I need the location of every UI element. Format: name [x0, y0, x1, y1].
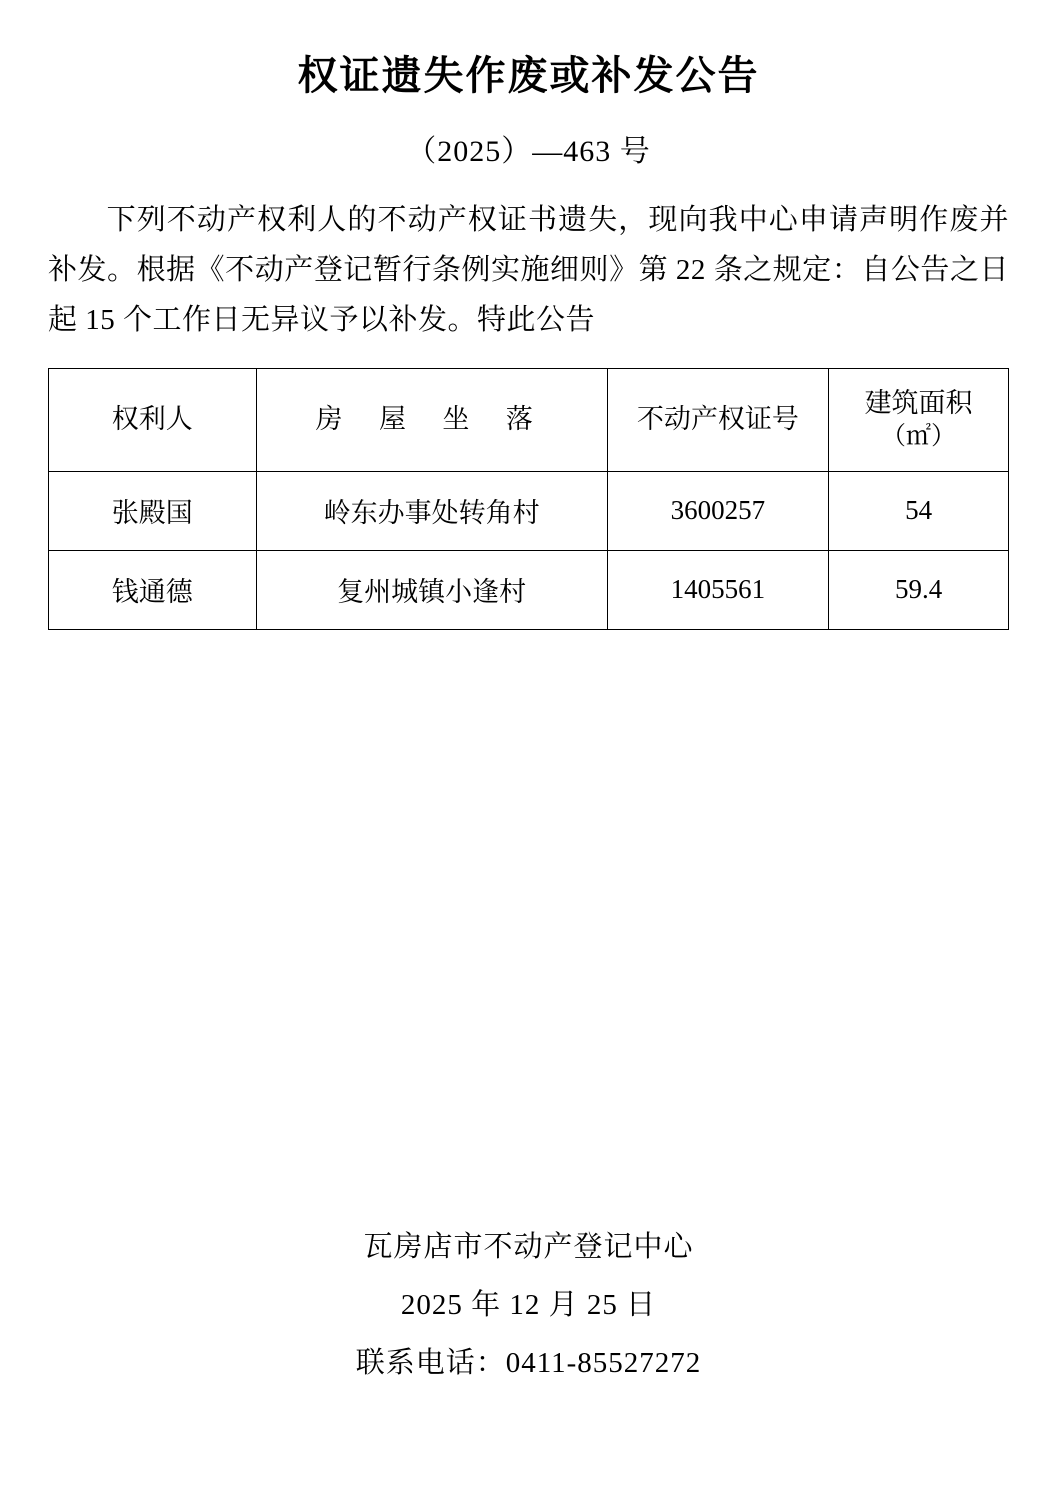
column-header-area	[829, 368, 1009, 471]
document-number: （2025）—463 号	[406, 135, 651, 168]
column-header-owner: 权利人	[49, 368, 257, 471]
column-header-area-unit: （㎡）	[881, 422, 957, 450]
column-header-cert-no: 不动产权证号	[607, 368, 828, 471]
contact-phone: 联系电话：0411-85527272	[355, 1347, 702, 1379]
document-footer	[48, 1218, 1009, 1392]
cell-cert-no: 1405561	[607, 550, 828, 629]
cell-cert-no: 3600257	[607, 471, 828, 550]
cell-location: 岭东办事处转角村	[256, 471, 607, 550]
cell-area: 54	[829, 471, 1009, 550]
notice-paragraph	[48, 196, 1009, 346]
cell-owner: 张殿国	[49, 471, 257, 550]
page-title: 权证遗失作废或补发公告	[297, 53, 760, 98]
table-row	[49, 550, 1009, 629]
property-table	[48, 368, 1009, 630]
document-page	[0, 52, 1057, 1500]
table-row	[49, 471, 1009, 550]
table-body	[49, 471, 1009, 629]
issuing-organization: 瓦房店市不动产登记中心	[363, 1231, 694, 1263]
table-header	[49, 368, 1009, 471]
cell-location: 复州城镇小逢村	[256, 550, 607, 629]
issue-date: 2025 年 12 月 25 日	[400, 1289, 657, 1321]
cell-owner: 钱通德	[49, 550, 257, 629]
column-header-area-label: 建筑面积	[864, 388, 973, 419]
column-header-location: 房 屋 坐 落	[256, 368, 607, 471]
table-header-row	[49, 368, 1009, 471]
cell-area: 59.4	[829, 550, 1009, 629]
paragraph-text: 下列不动产权利人的不动产权证书遗失，现向我中心申请声明作废并补发。根据《不动产登记暂行条例实施细则》第 22 条之规定：自公告之日起 15 个工作日无异议予以补发。特此公告	[48, 204, 1009, 336]
